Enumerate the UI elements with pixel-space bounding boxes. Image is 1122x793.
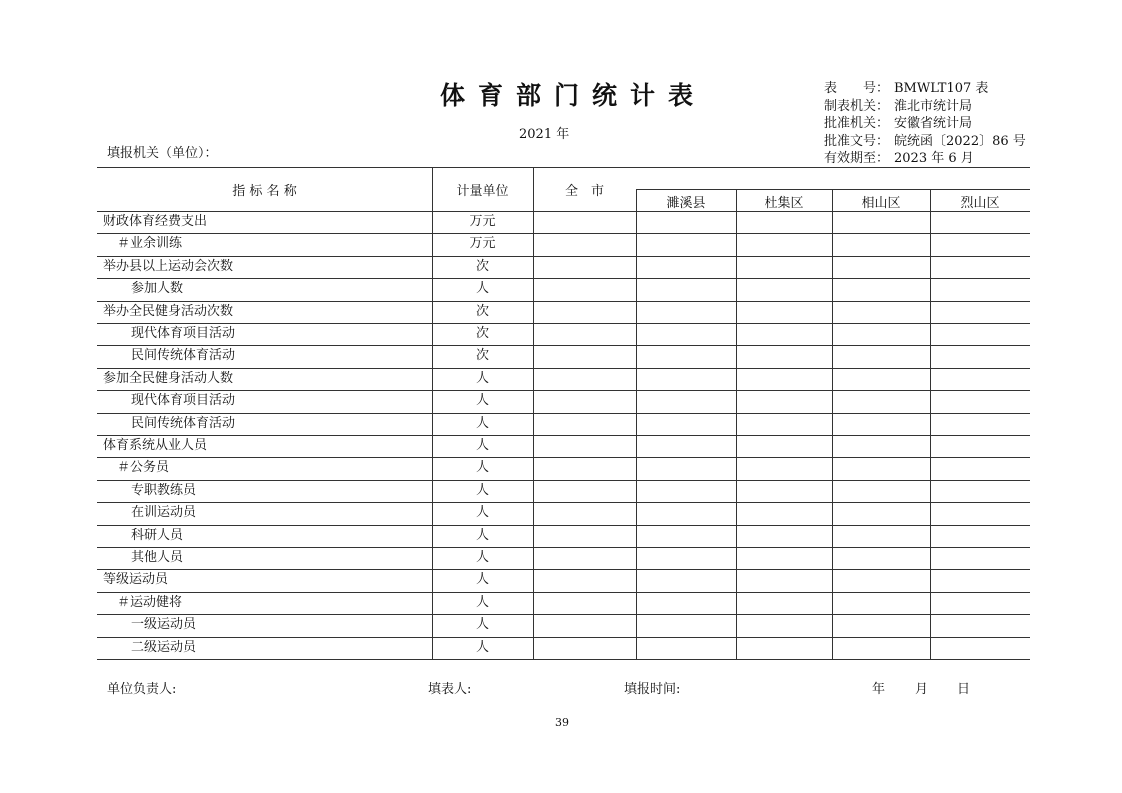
row-divider — [97, 525, 1030, 526]
table-top-border — [97, 167, 1030, 168]
row-divider — [97, 368, 1030, 369]
page-number: 39 — [555, 716, 569, 729]
indicator-name-cell: 民间传统体育活动 — [131, 416, 236, 431]
meta-line — [824, 133, 1026, 151]
unit-cell: 人 — [475, 617, 489, 632]
unit-cell: 人 — [475, 438, 489, 453]
unit-cell: 人 — [475, 483, 489, 498]
form-metadata — [824, 80, 1026, 168]
header-indicator-name: 指 标 名 称 — [232, 184, 297, 199]
row-divider — [97, 233, 1030, 234]
unit-cell: 人 — [475, 572, 489, 587]
footer-month: 月 — [915, 682, 929, 697]
row-divider — [97, 323, 1030, 324]
meta-value: 皖统函〔2022〕86 号 — [894, 133, 1026, 149]
indicator-name-cell: 现代体育项目活动 — [131, 326, 236, 341]
meta-key: 有效期至： — [824, 151, 890, 166]
meta-value: BMWLT107 表 — [894, 81, 989, 96]
row-divider — [97, 256, 1030, 257]
unit-cell: 次 — [475, 259, 489, 274]
unit-cell: 人 — [475, 640, 489, 655]
row-divider — [97, 480, 1030, 481]
row-divider — [97, 301, 1030, 302]
indicator-name-cell: ＃运动健将 — [117, 595, 183, 610]
meta-line — [824, 80, 1026, 98]
header-bottom-border — [97, 211, 1030, 212]
indicator-name-cell: 二级运动员 — [131, 640, 197, 655]
row-divider — [97, 592, 1030, 593]
unit-cell: 万元 — [469, 236, 496, 251]
unit-cell: 次 — [475, 348, 489, 363]
row-divider — [97, 637, 1030, 638]
row-divider — [97, 435, 1030, 436]
indicator-name-cell: 体育系统从业人员 — [103, 438, 208, 453]
footer-fill-time: 填报时间: — [624, 682, 681, 697]
indicator-name-cell: 现代体育项目活动 — [131, 393, 236, 408]
unit-cell: 人 — [475, 416, 489, 431]
indicator-name-cell: 在训运动员 — [131, 505, 197, 520]
meta-key: 批准机关： — [824, 116, 890, 131]
meta-value: 2023 年 6 月 — [894, 151, 974, 166]
footer-head-of-unit: 单位负责人: — [107, 682, 177, 697]
page-title: 体育部门统计表 — [440, 81, 707, 110]
report-year: 2021 年 — [519, 127, 570, 142]
filing-unit-label: 填报机关（单位）： — [107, 146, 218, 161]
header-district: 相山区 — [861, 196, 901, 211]
unit-cell: 万元 — [469, 214, 496, 229]
header-district: 烈山区 — [960, 196, 1000, 211]
indicator-name-cell: 参加人数 — [131, 281, 184, 296]
indicator-name-cell: 举办县以上运动会次数 — [103, 259, 234, 274]
meta-line — [824, 115, 1026, 133]
header-unit: 计量单位 — [456, 184, 509, 199]
indicator-name-cell: 其他人员 — [131, 550, 184, 565]
meta-line — [824, 98, 1026, 116]
footer-day: 日 — [957, 682, 971, 697]
unit-cell: 人 — [475, 505, 489, 520]
footer-year: 年 — [872, 682, 886, 697]
unit-cell: 人 — [475, 281, 489, 296]
district-header-divider — [636, 189, 1030, 190]
meta-key: 批准文号： — [824, 133, 890, 149]
meta-value: 安徽省统计局 — [894, 116, 973, 131]
indicator-name-cell: 科研人员 — [131, 528, 184, 543]
indicator-name-cell: 一级运动员 — [131, 617, 197, 632]
indicator-name-cell: 参加全民健身活动人数 — [103, 371, 234, 386]
unit-cell: 人 — [475, 460, 489, 475]
unit-cell: 人 — [475, 550, 489, 565]
unit-cell: 人 — [475, 371, 489, 386]
row-divider — [97, 390, 1030, 391]
indicator-name-cell: 财政体育经费支出 — [103, 214, 208, 229]
indicator-name-cell: 专职教练员 — [131, 483, 197, 498]
header-city-total: 全 市 — [564, 184, 604, 199]
indicator-name-cell: 等级运动员 — [103, 572, 169, 587]
unit-cell: 次 — [475, 326, 489, 341]
indicator-name-cell: 举办全民健身活动次数 — [103, 304, 234, 319]
row-divider — [97, 547, 1030, 548]
meta-line — [824, 150, 1026, 168]
column-divider — [533, 167, 534, 659]
indicator-name-cell: ＃公务员 — [117, 460, 170, 475]
row-divider — [97, 569, 1030, 570]
unit-cell: 人 — [475, 393, 489, 408]
meta-key: 表 号： — [824, 81, 890, 96]
meta-key: 制表机关： — [824, 98, 890, 114]
indicator-name-cell: 民间传统体育活动 — [131, 348, 236, 363]
column-divider — [636, 189, 637, 659]
row-divider — [97, 345, 1030, 346]
row-divider — [97, 413, 1030, 414]
unit-cell: 人 — [475, 528, 489, 543]
header-district: 杜集区 — [764, 196, 804, 211]
meta-value: 淮北市统计局 — [894, 98, 973, 114]
column-divider — [736, 189, 737, 659]
row-divider — [97, 659, 1030, 660]
header-district: 濉溪县 — [666, 196, 706, 211]
indicator-name-cell: ＃业余训练 — [117, 236, 183, 251]
row-divider — [97, 457, 1030, 458]
unit-cell: 次 — [475, 304, 489, 319]
row-divider — [97, 278, 1030, 279]
unit-cell: 人 — [475, 595, 489, 610]
row-divider — [97, 614, 1030, 615]
column-divider — [832, 189, 833, 659]
footer-filled-by: 填表人: — [428, 682, 472, 697]
column-divider — [930, 189, 931, 659]
row-divider — [97, 502, 1030, 503]
